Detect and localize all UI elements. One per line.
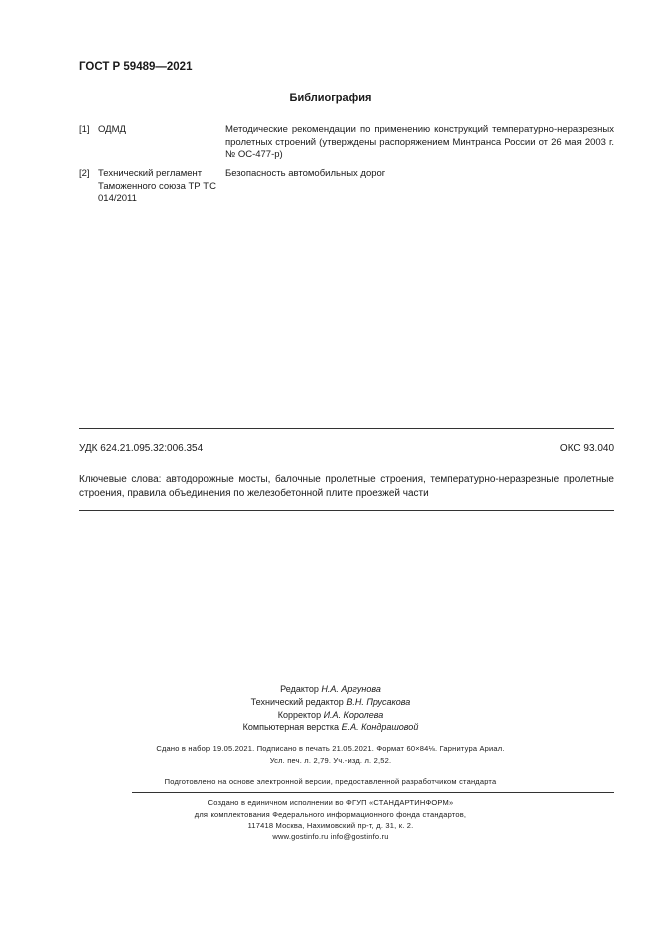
credit-role: Редактор <box>280 684 319 694</box>
credit-name: И.А. Королева <box>323 710 384 720</box>
credit-role: Компьютерная верстка <box>242 722 340 732</box>
credit-name: Н.А. Аргунова <box>321 684 381 694</box>
standard-code: ГОСТ Р 59489—2021 <box>79 61 193 73</box>
divider <box>79 510 614 511</box>
entry-number: [1] <box>79 124 90 135</box>
entry-description: Безопасность автомобильных дорог <box>225 168 386 179</box>
bibliography-entry <box>79 168 614 208</box>
keywords: Ключевые слова: автодорожные мосты, балочные пролетные строения, температурно-неразрезные пролетные строения, правила объединения по железобетонной плите проезжей части <box>79 474 614 499</box>
oks-code: ОКС 93.040 <box>559 443 614 454</box>
credit-name: Е.А. Кондрашовой <box>341 722 419 732</box>
credit-editor <box>0 683 661 696</box>
bibliography-title: Библиография <box>289 92 372 104</box>
credit-name: В.Н. Прусакова <box>346 697 411 707</box>
credit-role: Корректор <box>277 710 322 720</box>
divider <box>132 792 614 793</box>
credit-tech-editor <box>0 696 661 709</box>
publisher-contacts: www.gostinfo.ru info@gostinfo.ru <box>272 832 389 841</box>
credit-role: Технический редактор <box>250 697 344 707</box>
udk-code: УДК 624.21.095.32:006.354 <box>79 443 204 454</box>
publisher-line: Создано в единичном исполнении во ФГУП «СТАНДАРТИНФОРМ» <box>207 798 454 807</box>
print-details: Сдано в набор 19.05.2021. Подписано в печать 21.05.2021. Формат 60×84⅛. Гарнитура Ариал. <box>156 744 505 753</box>
publisher-line: для комплектования Федерального информационного фонда стандартов, <box>194 810 467 819</box>
publisher-address: 117418 Москва, Нахимовский пр-т, д. 31, к. 2. <box>247 821 414 830</box>
entry-number: [2] <box>79 168 90 179</box>
divider <box>79 428 614 429</box>
entry-source: ОДМД <box>98 124 126 135</box>
bibliography-entry <box>79 124 614 164</box>
prepared-note: Подготовлено на основе электронной версии, предоставленной разработчиком стандарта <box>164 777 497 786</box>
credit-layout <box>0 721 661 734</box>
print-sheets: Усл. печ. л. 2,79. Уч.-изд. л. 2,52. <box>269 756 392 765</box>
entry-description: Методические рекомендации по применению конструкций температурно-неразрезных пролетных строений (утверждены распоряжением Минтранса России от 26 мая 2003 г. № ОС-477-р) <box>225 124 614 160</box>
entry-source: Технический регламент Таможенного союза ТР ТС 014/2011 <box>98 168 216 204</box>
